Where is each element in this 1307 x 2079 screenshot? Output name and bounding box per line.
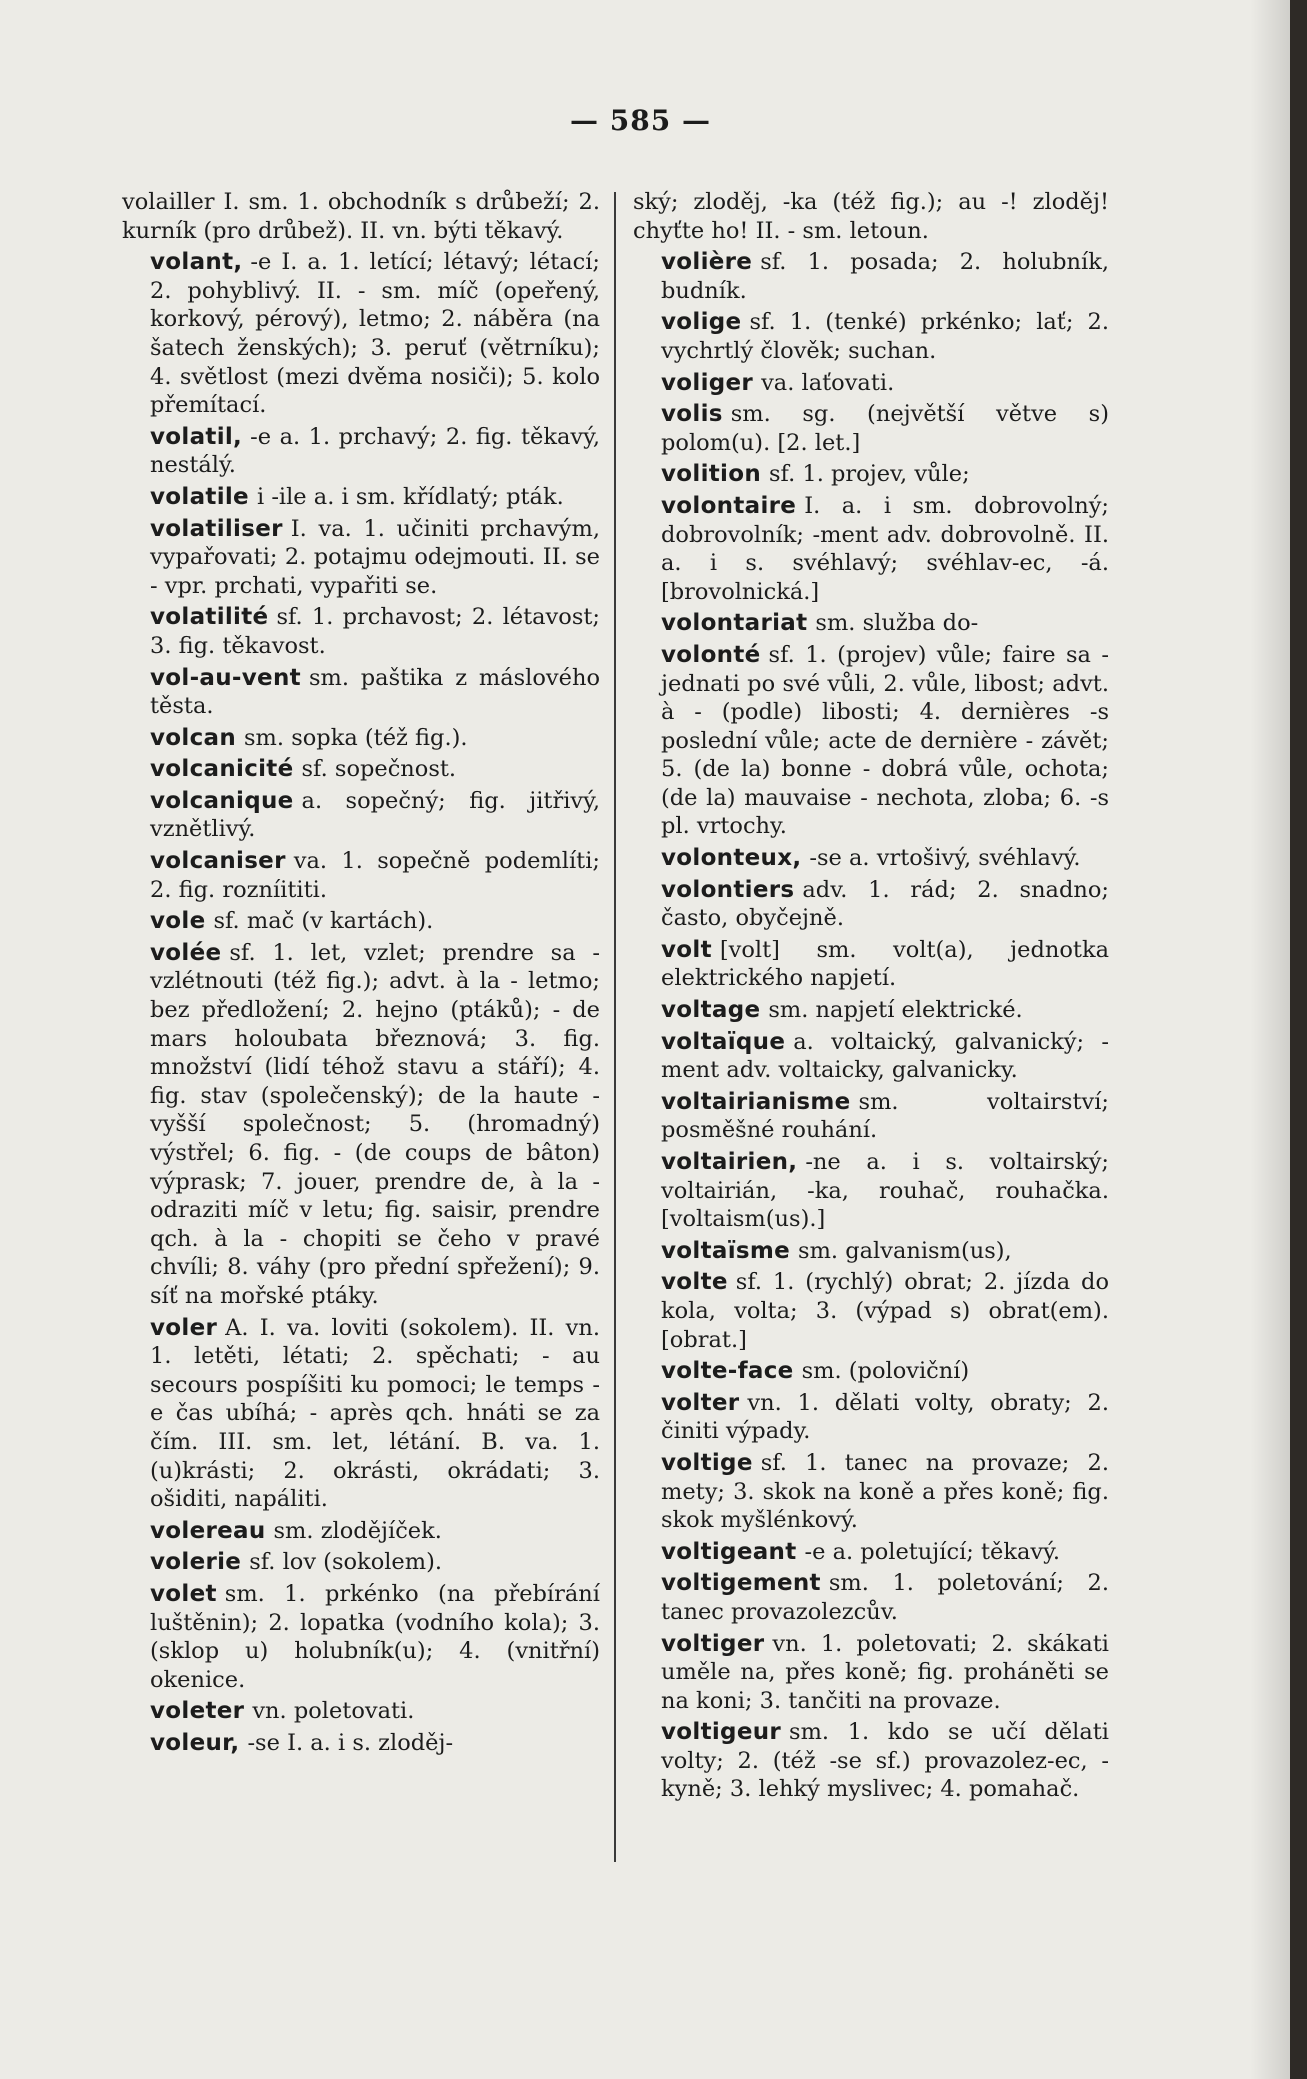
entry-headword: volet: [150, 1580, 217, 1607]
entry-headword: volontaire: [661, 492, 797, 519]
left-column: [122, 188, 600, 1760]
dictionary-entry: [122, 483, 600, 512]
dictionary-entry: [633, 1569, 1109, 1626]
entry-definition: -e a. 1. prchavý; 2. fig. těkavý, nestálý.: [150, 423, 600, 479]
entry-definition: vn. 1. poletovati; 2. skákati uměle na, přes koně; fig. proháněti se na koni; 3. tančiti na provaze.: [661, 1630, 1109, 1714]
entry-definition: sm. 1. prkénko (na přebírání luštěnin); 2. lopatka (vodního kola); 3. (sklop u) holubník(u); 4. (vnitřní) okenice.: [150, 1580, 600, 1693]
entry-definition: ský; zloděj, -ka (též fig.); au -! zloděj! chyťte ho! II. - sm. letoun.: [633, 189, 1109, 244]
entry-definition: I. a. i sm. dobrovolný; dobrovolník; -ment adv. dobrovolně. II. a. i s. svéhlavý; svéhlav-ec, -á. [brovolnická.]: [661, 492, 1109, 605]
dictionary-entry: [633, 1538, 1109, 1567]
dictionary-entry: [633, 1449, 1109, 1535]
dictionary-entry: [633, 609, 1109, 638]
page-number: — 585 —: [570, 104, 711, 137]
dictionary-entry: [122, 847, 600, 904]
page-edge-shadow: [1250, 0, 1290, 2079]
entry-definition: sf. 1. (tenké) prkénko; lať; 2. vychrtlý člověk; suchan.: [661, 309, 1109, 364]
dictionary-entry: [633, 1268, 1109, 1354]
entry-headword: volant,: [150, 249, 243, 276]
entry-headword: voler: [150, 1314, 218, 1341]
entry-headword: volatiliser: [150, 515, 283, 542]
entry-headword: voltiger: [661, 1630, 765, 1657]
dictionary-entry: [122, 939, 600, 1311]
entry-definition: a. sopečný; fig. jitřivý, vznětlivý.: [150, 787, 600, 843]
entry-definition: vn. poletovati.: [252, 1698, 415, 1725]
dictionary-entry: [633, 460, 1109, 489]
dictionary-entry: [633, 844, 1109, 873]
dictionary-entry: [122, 188, 600, 245]
dictionary-entry: [122, 1580, 600, 1694]
entry-headword: voltaïsme: [661, 1237, 791, 1264]
entry-headword: volcan: [150, 724, 237, 751]
entry-definition: sf. mač (v kartách).: [213, 908, 434, 935]
entry-definition: adv. 1. rád; 2. snadno; často, obyčejně.: [661, 876, 1109, 932]
entry-headword: voltage: [661, 997, 761, 1024]
dictionary-entry: [122, 248, 600, 420]
entry-definition: sm. sg. (největší větve s) polom(u). [2. let.]: [661, 401, 1109, 456]
entry-headword: volte: [661, 1269, 728, 1296]
dictionary-entry: [122, 1548, 600, 1577]
entry-headword: voltaïque: [661, 1028, 786, 1055]
dictionary-entry: [122, 755, 600, 784]
entry-headword: voltigeur: [661, 1719, 782, 1746]
dictionary-entry: [633, 1028, 1109, 1085]
dictionary-entry: [633, 400, 1109, 457]
entry-definition: sm. (poloviční): [801, 1358, 970, 1385]
entry-definition: i -ile a. i sm. křídlatý; pták.: [256, 483, 564, 510]
entry-headword: volée: [150, 939, 222, 966]
dictionary-entry: [633, 1357, 1109, 1386]
entry-definition: a. voltaický, galvanický; -ment adv. voltaicky, galvanicky.: [661, 1028, 1109, 1084]
entry-definition: [volt] sm. volt(a), jednotka elektrického napjetí.: [661, 936, 1109, 992]
dictionary-entry: [122, 423, 600, 480]
entry-definition: sm. sopka (též fig.).: [244, 724, 468, 751]
dictionary-entry: [633, 936, 1109, 993]
dictionary-entry: [633, 1718, 1109, 1804]
entry-headword: volige: [661, 309, 742, 336]
entry-definition: sf. 1. (rychlý) obrat; 2. jízda do kola, volta; 3. (výpad s) obrat(em). [obrat.]: [661, 1269, 1109, 1353]
right-column: [633, 188, 1109, 1807]
entry-definition: A. I. va. loviti (sokolem). II. vn. 1. letěti, létati; 2. spěchati; - au secours pospíšiti ku pomoci; le temps -e čas ubíhá; - après qch. hnáti se za čím. III. sm. let, létání. B. va. 1. (u)krásti; 2. okrásti, okrádati; 3. ošiditi, napáliti.: [150, 1314, 600, 1513]
entry-definition: sf. 1. posada; 2. holubník, budník.: [661, 249, 1109, 304]
entry-definition: sf. 1. prchavost; 2. létavost; 3. fig. těkavost.: [150, 604, 600, 659]
entry-headword: volatilité: [150, 604, 269, 631]
dictionary-entry: [633, 641, 1109, 841]
dictionary-entry: [122, 724, 600, 753]
dictionary-entry: [633, 1237, 1109, 1266]
entry-headword: volontariat: [661, 610, 808, 637]
dictionary-entry: [122, 907, 600, 936]
dictionary-entry: [122, 1314, 600, 1514]
entry-headword: volontiers: [661, 876, 795, 903]
entry-definition: sf. 1. let, vzlet; prendre sa - vzlétnouti (též fig.); advt. à la - letmo; bez předložení; 2. hejno (ptáků); - de mars holoubata březnová; 3. fig. množství (lidí téhož stavu a stáří); 4. fig. stav (společenský); de la haute - vyšší společnost; 5. (hromadný) výstřel; 6. fig. - (de coups de bâton) výprask; 7. jouer, prendre de, à la - odraziti míč v letu; fig. saisir, prendre qch. à la - chopiti se čeho v pravé chvíli; 8. váhy (pro přední spřežení); 9. síť na mořské ptáky.: [150, 939, 600, 1309]
entry-headword: volte-face: [661, 1358, 794, 1385]
entry-definition: sm. 1. kdo se učí dělati volty; 2. (též -se sf.) provazolez-ec, -kyně; 3. lehký myslivec; 4. pomahač.: [661, 1719, 1109, 1803]
entry-headword: volcanicité: [150, 756, 294, 783]
entry-headword: voltigement: [661, 1570, 821, 1597]
dictionary-entry: [122, 1517, 600, 1546]
dictionary-entry: [633, 1630, 1109, 1716]
entry-headword: voltairien,: [661, 1149, 798, 1175]
entry-headword: volatil,: [150, 423, 243, 450]
dictionary-entry: [633, 996, 1109, 1025]
entry-headword: vole: [150, 908, 206, 935]
entry-definition: sm. paštika z máslového těsta.: [150, 664, 600, 720]
entry-definition: -e a. poletující; těkavý.: [804, 1538, 1060, 1565]
entry-definition: sf. 1. (projev) vůle; faire sa - jednati po své vůli, 2. vůle, libost; advt. à - (podle) libosti; 4. dernières -s poslední vůle; acte de dernière - závět; 5. (de la) bonne - dobrá vůle, ochota; (de la) mauvaise - nechota, zloba; 6. -s pl. vrtochy.: [661, 641, 1109, 840]
entry-headword: volcaniser: [150, 848, 286, 875]
dictionary-entry: [633, 1148, 1109, 1234]
entry-definition: sm. zlodějíček.: [273, 1517, 442, 1544]
entry-definition: volailler I. sm. 1. obchodník s drůbeží; 2. kurník (pro drůbež). II. vn. býti těkavý.: [122, 189, 600, 244]
entry-definition: sm. voltairství; posměšné rouhání.: [661, 1088, 1109, 1144]
entry-headword: voltairianisme: [661, 1088, 851, 1115]
entry-definition: I. va. 1. učiniti prchavým, vypařovati; 2. potajmu odejmouti. II. se - vpr. prchati, vypařiti se.: [150, 515, 600, 599]
dictionary-entry: [633, 492, 1109, 606]
dictionary-entry: [633, 248, 1109, 305]
dictionary-entry: [122, 603, 600, 660]
entry-definition: sf. 1. projev, vůle;: [769, 461, 970, 488]
entry-definition: sm. služba do-: [815, 610, 979, 637]
dictionary-entry: [633, 876, 1109, 933]
entry-headword: voltigeant: [661, 1538, 797, 1565]
dictionary-entry: [633, 369, 1109, 398]
entry-headword: volière: [661, 249, 753, 276]
entry-definition: sm. galvanism(us),: [798, 1237, 1012, 1264]
entry-definition: va. laťovati.: [761, 369, 895, 396]
entry-definition: -se I. a. i s. zloděj-: [247, 1729, 454, 1756]
entry-headword: volter: [661, 1389, 740, 1416]
entry-definition: sf. lov (sokolem).: [249, 1549, 443, 1576]
dictionary-entry: [122, 664, 600, 721]
entry-definition: -ne a. i s. voltairský; voltairián, -ka, rouhač, rouhačka. [voltaism(us).]: [661, 1149, 1109, 1233]
dictionary-entry: [122, 1697, 600, 1726]
entry-headword: volis: [661, 401, 723, 428]
entry-headword: voliger: [661, 369, 754, 396]
column-divider: [614, 192, 616, 1862]
entry-definition: -se a. vrtošivý, svéhlavý.: [809, 845, 1081, 872]
dictionary-entry: [633, 308, 1109, 365]
entry-definition: sf. 1. tanec na provaze; 2. mety; 3. skok na koně a přes koně; fig. skok myšlénkový.: [661, 1449, 1109, 1534]
dictionary-entry: [122, 787, 600, 844]
entry-headword: volition: [661, 461, 762, 488]
entry-headword: volt: [661, 936, 712, 963]
entry-definition: sm. 1. poletování; 2. tanec provazolezcův.: [661, 1570, 1109, 1625]
entry-definition: vn. 1. dělati volty, obraty; 2. činiti výpady.: [661, 1389, 1109, 1445]
entry-headword: volcanique: [150, 787, 294, 814]
entry-definition: sm. napjetí elektrické.: [768, 997, 1023, 1024]
entry-headword: volerie: [150, 1549, 242, 1576]
dictionary-entry: [633, 1389, 1109, 1446]
entry-headword: voleur,: [150, 1729, 240, 1756]
entry-headword: vol-au-vent: [150, 664, 301, 691]
entry-headword: volatile: [150, 483, 249, 510]
dictionary-entry: [122, 515, 600, 601]
entry-definition: va. 1. sopečně podemlíti; 2. fig. rozníititi.: [150, 848, 600, 903]
dictionary-entry: [122, 1729, 600, 1758]
entry-headword: volereau: [150, 1517, 266, 1544]
entry-definition: sf. sopečnost.: [301, 756, 457, 783]
entry-headword: volonté: [661, 641, 761, 668]
entry-headword: volonteux,: [661, 845, 802, 872]
entry-headword: voleter: [150, 1698, 245, 1725]
entry-definition: -e I. a. 1. letící; létavý; létací; 2. pohyblivý. II. - sm. míč (opeřený, korkový, pérový), letmo; 2. náběra (na šatech ženských); 3. peruť (větrníku); 4. světlost (mezi dvěma nosiči); 5. kolo přemítací.: [150, 249, 600, 419]
dictionary-entry: [633, 188, 1109, 245]
entry-headword: voltige: [661, 1449, 753, 1476]
dictionary-entry: [633, 1088, 1109, 1145]
